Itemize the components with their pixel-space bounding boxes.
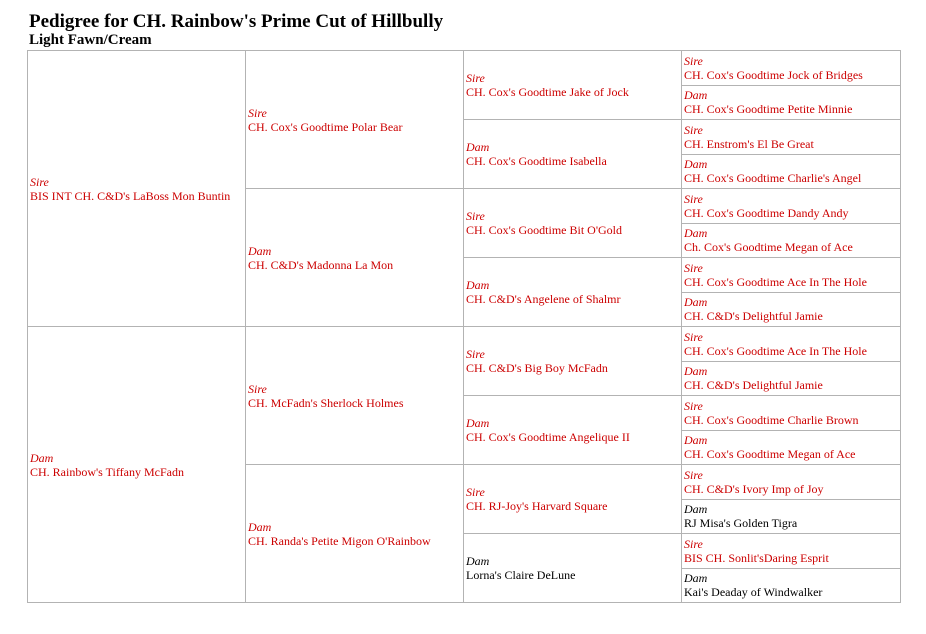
ancestor-link[interactable]: CH. McFadn's Sherlock Holmes (248, 395, 404, 410)
ancestor-role: Sire (466, 347, 485, 361)
ancestor-link[interactable]: CH. Cox's Goodtime Ace In The Hole (684, 343, 867, 358)
ancestor-cell-gen3[interactable] (464, 465, 682, 534)
ancestor-link[interactable]: BIS INT CH. C&D's LaBoss Mon Buntin (30, 188, 231, 203)
ancestor-role: Sire (684, 53, 703, 68)
ancestor-cell-gen4[interactable] (682, 327, 901, 362)
ancestor-cell-gen3[interactable] (464, 120, 682, 189)
page-subtitle: Light Fawn/Cream (29, 32, 152, 48)
ancestor-cell-gen3[interactable] (464, 258, 682, 327)
ancestor-role: Sire (466, 209, 485, 223)
ancestor-role: Sire (684, 536, 703, 551)
ancestor-role: Dam (684, 226, 708, 241)
ancestor-link[interactable]: CH. Cox's Goodtime Angelique II (466, 430, 630, 444)
ancestor-cell-gen4[interactable] (682, 534, 901, 569)
ancestor-cell-gen3[interactable] (464, 327, 682, 396)
ancestor-link[interactable]: CH. C&D's Delightful Jamie (684, 378, 823, 393)
ancestor-cell-gen2[interactable] (246, 189, 464, 327)
ancestor-link[interactable]: CH. Cox's Goodtime Polar Bear (248, 119, 403, 134)
ancestor-link[interactable]: Ch. Cox's Goodtime Megan of Ace (684, 240, 853, 255)
ancestor-role: Sire (684, 467, 703, 482)
page-title: Pedigree for CH. Rainbow's Prime Cut of Hillbully (29, 11, 444, 32)
ancestor-link[interactable]: CH. RJ-Joy's Harvard Square (466, 499, 608, 513)
ancestor-link[interactable]: CH. C&D's Big Boy McFadn (466, 361, 608, 375)
ancestor-cell-gen4 (682, 499, 901, 534)
ancestor-cell-gen3[interactable] (464, 396, 682, 465)
ancestor-role: Dam (684, 88, 708, 103)
ancestor-cell-gen3 (464, 534, 682, 603)
ancestor-link[interactable]: CH. C&D's Ivory Imp of Joy (684, 481, 824, 496)
ancestor-role: Dam (684, 502, 708, 517)
ancestor-role: Dam (684, 571, 708, 586)
ancestor-link[interactable]: CH. Cox's Goodtime Ace In The Hole (684, 274, 867, 289)
ancestor-cell-gen4[interactable] (682, 189, 901, 224)
ancestor-role: Sire (684, 329, 703, 344)
pedigree-row (28, 327, 901, 362)
ancestor-link[interactable]: CH. Rainbow's Tiffany McFadn (30, 464, 184, 479)
ancestor-role: Dam (684, 157, 708, 172)
ancestor-cell-gen4[interactable] (682, 223, 901, 258)
ancestor-name: Kai's Deaday of Windwalker (684, 585, 823, 600)
ancestor-role: Sire (30, 174, 49, 189)
ancestor-cell-gen1[interactable] (28, 51, 246, 327)
ancestor-role: Dam (466, 278, 490, 292)
ancestor-link[interactable]: CH. Cox's Goodtime Charlie Brown (684, 412, 859, 427)
ancestor-link[interactable]: CH. Cox's Goodtime Petite Minnie (684, 102, 853, 117)
ancestor-link[interactable]: CH. C&D's Angelene of Shalmr (466, 292, 621, 306)
ancestor-role: Sire (684, 191, 703, 206)
ancestor-link[interactable]: CH. Cox's Goodtime Isabella (466, 154, 607, 168)
ancestor-cell-gen1[interactable] (28, 327, 246, 603)
ancestor-cell-gen2[interactable] (246, 51, 464, 189)
ancestor-link[interactable]: CH. Cox's Goodtime Dandy Andy (684, 205, 849, 220)
ancestor-link[interactable]: CH. C&D's Delightful Jamie (684, 309, 823, 324)
ancestor-cell-gen4[interactable] (682, 85, 901, 120)
ancestor-cell-gen4[interactable] (682, 258, 901, 293)
ancestor-role: Sire (684, 398, 703, 413)
ancestor-link[interactable]: CH. Cox's Goodtime Jake of Jock (466, 85, 629, 99)
ancestor-link[interactable]: CH. Cox's Goodtime Megan of Ace (684, 447, 856, 462)
ancestor-role: Dam (30, 450, 54, 465)
ancestor-role: Sire (248, 105, 267, 120)
ancestor-cell-gen4[interactable] (682, 361, 901, 396)
ancestor-cell-gen4 (682, 568, 901, 603)
ancestor-link[interactable]: BIS CH. Sonlit'sDaring Esprit (684, 550, 829, 565)
ancestor-cell-gen4[interactable] (682, 120, 901, 155)
ancestor-link[interactable]: CH. Enstrom's El Be Great (684, 136, 814, 151)
ancestor-role: Dam (466, 416, 490, 430)
ancestor-link[interactable]: CH. Cox's Goodtime Charlie's Angel (684, 171, 862, 186)
ancestor-role: Dam (466, 140, 490, 154)
ancestor-cell-gen4[interactable] (682, 396, 901, 431)
ancestor-cell-gen4[interactable] (682, 430, 901, 465)
ancestor-role: Dam (684, 364, 708, 379)
ancestor-cell-gen4[interactable] (682, 292, 901, 327)
ancestor-role: Sire (684, 122, 703, 137)
page-header (29, 11, 443, 49)
ancestor-link[interactable]: CH. C&D's Madonna La Mon (248, 257, 394, 272)
ancestor-role: Dam (684, 295, 708, 310)
ancestor-name: Lorna's Claire DeLune (466, 568, 576, 582)
ancestor-cell-gen2[interactable] (246, 327, 464, 465)
ancestor-link[interactable]: CH. Cox's Goodtime Jock of Bridges (684, 67, 863, 82)
ancestor-link[interactable]: CH. Randa's Petite Migon O'Rainbow (248, 533, 431, 548)
ancestor-cell-gen4[interactable] (682, 51, 901, 86)
pedigree-table (27, 50, 901, 603)
ancestor-name: RJ Misa's Golden Tigra (684, 516, 798, 531)
ancestor-cell-gen4[interactable] (682, 154, 901, 189)
ancestor-role: Dam (248, 243, 272, 258)
ancestor-role: Dam (466, 554, 490, 568)
ancestor-link[interactable]: CH. Cox's Goodtime Bit O'Gold (466, 223, 622, 237)
ancestor-role: Dam (684, 433, 708, 448)
ancestor-role: Dam (248, 519, 272, 534)
ancestor-role: Sire (684, 260, 703, 275)
ancestor-role: Sire (248, 381, 267, 396)
pedigree-row (28, 51, 901, 86)
ancestor-role: Sire (466, 485, 485, 499)
ancestor-cell-gen2[interactable] (246, 465, 464, 603)
ancestor-cell-gen3[interactable] (464, 189, 682, 258)
ancestor-cell-gen4[interactable] (682, 465, 901, 500)
ancestor-role: Sire (466, 71, 485, 85)
ancestor-cell-gen3[interactable] (464, 51, 682, 120)
